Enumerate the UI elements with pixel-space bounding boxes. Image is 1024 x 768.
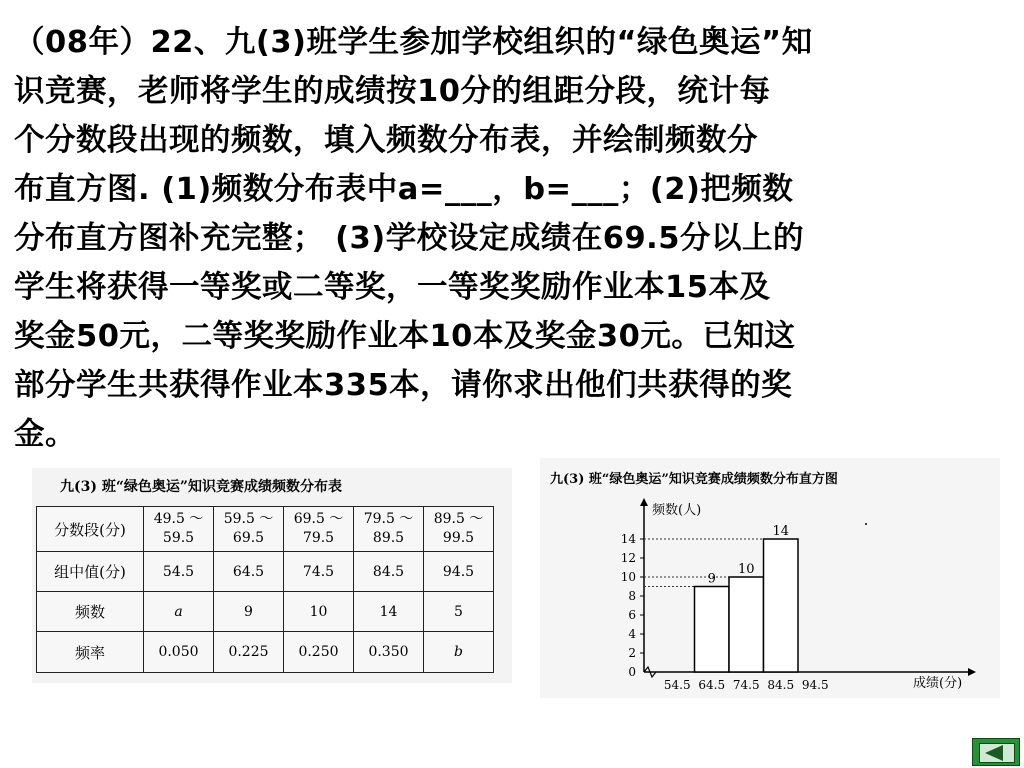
frequency-table-figure bbox=[32, 468, 512, 683]
y-tick-label: 4 bbox=[628, 627, 636, 641]
table-title: 九(3) 班“绿色奥运”知识竞赛成绩频数分布表 bbox=[60, 479, 342, 495]
table-cell: 94.5 bbox=[424, 552, 494, 592]
problem-line: （08年）22、九(3)班学生参加学校组织的“绿色奥运”知 bbox=[14, 25, 813, 60]
mark-dot bbox=[865, 523, 867, 525]
table-cell: 49.5 ～ 59.5 bbox=[144, 507, 214, 552]
table-cell: a bbox=[144, 592, 214, 632]
table-cell: 74.5 bbox=[284, 552, 354, 592]
histogram-figure bbox=[540, 458, 1000, 698]
x-tick-label: 74.5 bbox=[732, 678, 760, 692]
back-button[interactable] bbox=[972, 738, 1020, 766]
table-cell: 5 bbox=[424, 592, 494, 632]
table-row bbox=[37, 507, 494, 552]
x-tick-label: 84.5 bbox=[767, 678, 795, 692]
bar-value-label: 14 bbox=[772, 524, 790, 539]
table-cell: 79.5 ～ 89.5 bbox=[354, 507, 424, 552]
x-tick-label: 64.5 bbox=[698, 678, 726, 692]
y-tick-label: 10 bbox=[620, 570, 636, 584]
x-axis-label: 成绩(分) bbox=[913, 676, 963, 691]
row-header: 频率 bbox=[37, 632, 144, 673]
row-header: 组中值(分) bbox=[37, 552, 144, 592]
histogram-title: 九(3) 班“绿色奥运”知识竞赛成绩频数分布直方图 bbox=[550, 472, 838, 487]
table-row bbox=[37, 552, 494, 592]
table-row bbox=[37, 592, 494, 632]
table-cell: 0.225 bbox=[214, 632, 284, 673]
histogram-bar bbox=[764, 539, 799, 672]
table-cell: 0.050 bbox=[144, 632, 214, 673]
table-cell: 64.5 bbox=[214, 552, 284, 592]
table-cell: 10 bbox=[284, 592, 354, 632]
problem-line: 识竞赛，老师将学生的成绩按10分的组距分段，统计每 bbox=[14, 74, 771, 109]
table-cell: 0.350 bbox=[354, 632, 424, 673]
table-cell: 14 bbox=[354, 592, 424, 632]
table-cell: 89.5 ～ 99.5 bbox=[424, 507, 494, 552]
histogram-chart bbox=[540, 458, 1000, 698]
x-tick-label: 54.5 bbox=[663, 678, 691, 692]
problem-line: 布直方图. (1)频数分布表中a=___，b=___；(2)把频数 bbox=[14, 172, 794, 207]
x-axis-arrow bbox=[968, 668, 976, 676]
y-tick-label: 14 bbox=[620, 532, 636, 546]
table-cell: 0.250 bbox=[284, 632, 354, 673]
row-header: 分数段(分) bbox=[37, 507, 144, 552]
problem-line: 个分数段出现的频数，填入频数分布表，并绘制频数分 bbox=[14, 123, 758, 158]
y-tick-label: 6 bbox=[628, 608, 636, 622]
frequency-table bbox=[36, 506, 494, 673]
problem-line: 部分学生共获得作业本335本，请你求出他们共获得的奖 bbox=[14, 368, 793, 403]
y-tick-label: 2 bbox=[628, 646, 636, 660]
table-cell: 54.5 bbox=[144, 552, 214, 592]
problem-line: 学生将获得一等奖或二等奖，一等奖奖励作业本15本及 bbox=[14, 270, 771, 305]
x-tick-label: 94.5 bbox=[801, 678, 829, 692]
y-axis-arrow bbox=[640, 498, 648, 506]
histogram-bar bbox=[729, 577, 764, 672]
table-cell: 9 bbox=[214, 592, 284, 632]
table-cell: 84.5 bbox=[354, 552, 424, 592]
problem-line: 奖金50元，二等奖奖励作业本10本及奖金30元。已知这 bbox=[14, 319, 796, 354]
table-row bbox=[37, 632, 494, 673]
y-tick-label: 8 bbox=[628, 589, 636, 603]
bar-value-label: 10 bbox=[737, 562, 755, 577]
y-tick-label: 0 bbox=[628, 665, 636, 679]
y-axis-label: 频数(人) bbox=[652, 503, 702, 518]
bar-value-label: 9 bbox=[707, 571, 716, 587]
table-cell: 69.5 ～ 79.5 bbox=[284, 507, 354, 552]
y-tick-label: 12 bbox=[620, 551, 636, 565]
problem-text bbox=[14, 18, 1014, 459]
row-header: 频数 bbox=[37, 592, 144, 632]
histogram-bar bbox=[695, 587, 730, 673]
problem-line: 分布直方图补充完整； (3)学校设定成绩在69.5分以上的 bbox=[14, 221, 804, 256]
problem-line: 金。 bbox=[14, 417, 76, 452]
back-arrow-icon bbox=[973, 739, 1021, 767]
table-cell: b bbox=[424, 632, 494, 673]
table-cell: 59.5 ～ 69.5 bbox=[214, 507, 284, 552]
